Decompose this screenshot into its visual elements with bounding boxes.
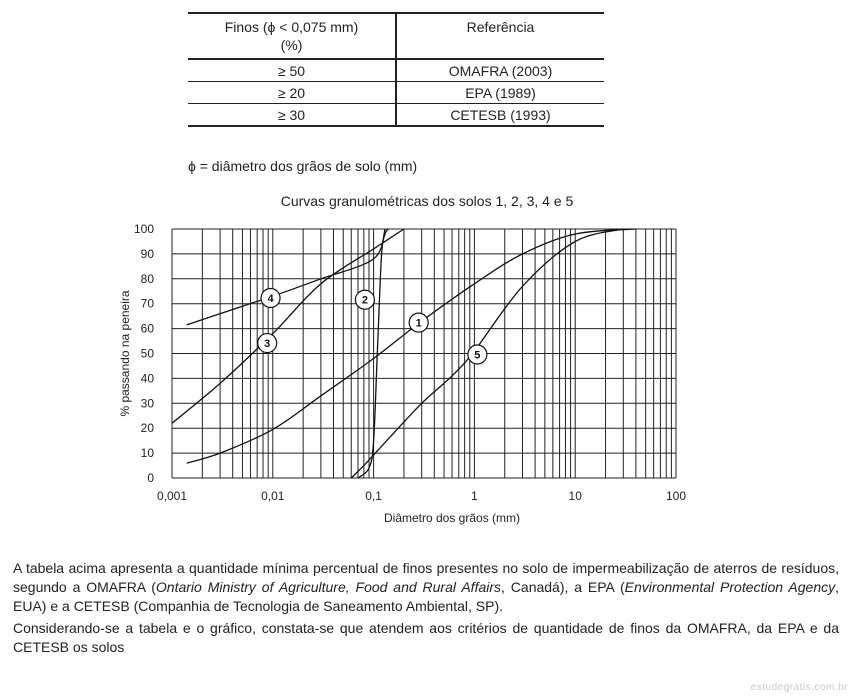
y-tick-label: 60 — [140, 321, 154, 336]
paragraph-intro — [13, 559, 839, 616]
y-tick-label: 10 — [140, 446, 154, 461]
y-tick-label: 40 — [140, 371, 154, 386]
paragraph-intro-part2: , Canadá), a EPA ( — [501, 579, 625, 595]
diameter-note: ϕ = diâmetro dos grãos de solo (mm) — [188, 158, 418, 174]
paragraph-intro-epa-name: Environmental Protection Agency — [624, 579, 836, 595]
table-header-reference: Referência — [396, 13, 604, 59]
y-tick-label: 100 — [133, 222, 154, 236]
x-tick-label: 0,01 — [261, 489, 285, 503]
x-tick-label: 1 — [471, 489, 478, 503]
y-tick-label: 50 — [140, 346, 154, 361]
table-cell-reference: EPA (1989) — [396, 82, 604, 104]
table-cell-fines: ≥ 50 — [188, 59, 396, 82]
table-header-fines-line2: (%) — [280, 37, 303, 53]
x-tick-label: 0,1 — [365, 489, 382, 503]
curve-label-2: 2 — [361, 294, 368, 307]
x-axis-label: Diâmetro dos grãos (mm) — [383, 511, 521, 525]
y-tick-label: 0 — [147, 471, 154, 485]
y-tick-label: 70 — [140, 296, 154, 311]
x-tick-label: 0,001 — [156, 489, 188, 503]
y-axis-label: % passando na peneira — [118, 290, 132, 417]
table-cell-reference: CETESB (1993) — [396, 104, 604, 127]
table-cell-reference: OMAFRA (2003) — [396, 59, 604, 82]
paragraph-intro-part1: A tabela acima apresenta a quantidade mínima percentual de finos presentes no solo de impermeabilização de aterros de resíduos, segundo a OMAFRA ( — [13, 560, 839, 595]
y-tick-label: 20 — [140, 421, 154, 436]
site-watermark: estudegratis.com.br — [750, 682, 848, 693]
curve-label-4: 4 — [267, 292, 274, 305]
y-tick-label: 30 — [140, 396, 154, 411]
paragraph-intro-omafra-name: Ontario Ministry of Agriculture, Food and Rural Affairs — [155, 579, 502, 595]
x-tick-label: 100 — [665, 489, 687, 503]
paragraph-intro-part3: , EUA) e a CETESB (Companhia de Tecnologia de Saneamento Ambiental, SP). — [13, 579, 840, 614]
curve-label-5: 5 — [474, 349, 481, 362]
table-cell-fines: ≥ 30 — [188, 104, 396, 127]
curve-label-1: 1 — [415, 317, 422, 330]
y-tick-label: 90 — [140, 246, 154, 261]
chart-title: Curvas granulométricas dos solos 1, 2, 3, 4 e 5 — [280, 193, 574, 209]
curve-soil-4 — [187, 229, 385, 325]
table-header-fines-line1: Finos (ϕ < 0,075 mm) — [224, 19, 359, 35]
x-tick-label: 10 — [568, 489, 582, 503]
curve-label-3: 3 — [264, 338, 271, 351]
y-tick-label: 80 — [140, 271, 154, 286]
table-cell-fines: ≥ 20 — [188, 82, 396, 104]
paragraph-question: Considerando-se a tabela e o gráfico, constata-se que atendem aos critérios de quantidade de finos da OMAFRA, da EPA e da CETESB os solos — [13, 620, 839, 655]
